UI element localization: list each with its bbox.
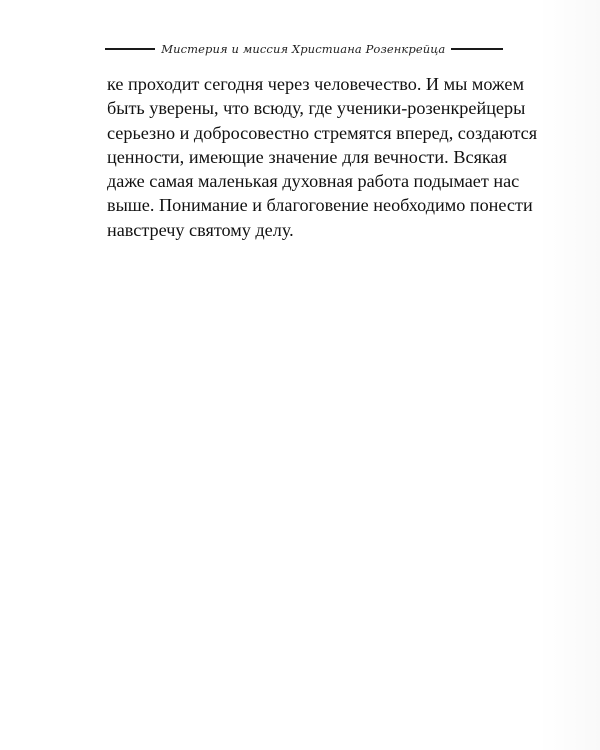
text-line: ценности, имеющие значение для вечности. Всякая — [107, 146, 507, 167]
running-head-rule-right — [451, 48, 503, 50]
running-head-rule-left — [105, 48, 155, 50]
text-line: навстречу святому делу. — [107, 219, 294, 240]
text-line: быть уверены, что всюду, где ученики-розенкрейцеры — [107, 98, 526, 119]
text-line: ке проходит сегодня через человечество. И мы можем — [107, 74, 524, 94]
running-head — [105, 40, 503, 58]
page-edge-shadow — [538, 0, 600, 750]
text-line: выше. Понимание и благоговение необходимо понести — [107, 195, 533, 216]
running-head-title: Мистерия и миссия Христиана Розенкрейца — [161, 42, 446, 56]
text-line: серьезно и добросовестно стремятся вперед, создаются — [107, 122, 538, 143]
text-line: даже самая маленькая духовная работа подымает нас — [107, 171, 520, 192]
body-text — [107, 72, 538, 242]
